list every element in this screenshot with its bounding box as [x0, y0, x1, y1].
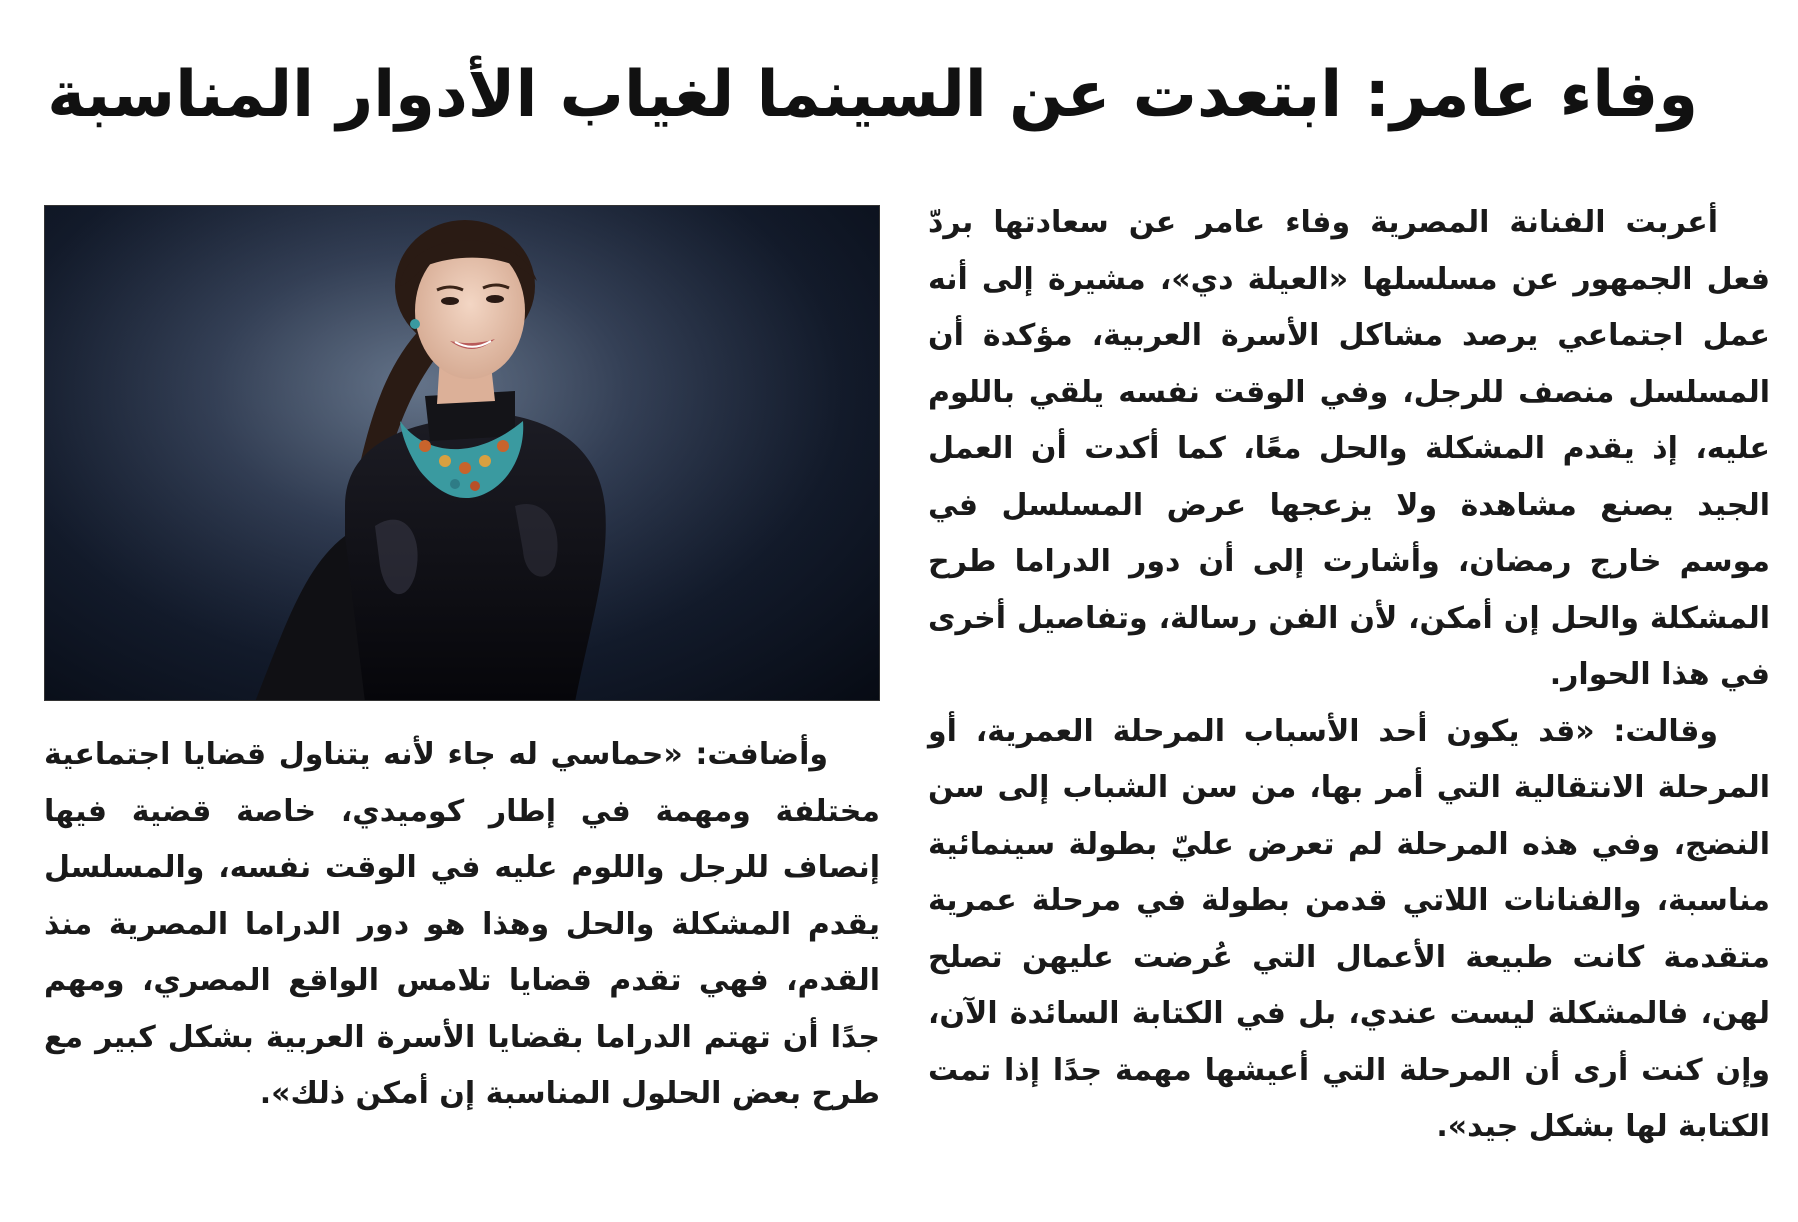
portrait-photo	[44, 205, 880, 701]
article-paragraph: وأضافت: «حماسي له جاء لأنه يتناول قضايا اجتماعية مختلفة ومهمة في إطار كوميدي، خاصة قضية فيها إنصاف للرجل واللوم عليه في الوقت نفسه، والمسلسل يقدم المشكلة والحل وهذا هو دور الدراما المصرية منذ القدم، فهي تقدم قضايا تلامس الواقع المصري، ومهم جدًا أن تهتم الدراما بقضايا الأسرة العربية بشكل كبير مع طرح بعض الحلول المناسبة إن أمكن ذلك».	[44, 737, 880, 1111]
article-paragraph: وقالت: «قد يكون أحد الأسباب المرحلة العمرية، أو المرحلة الانتقالية التي أمر بها، من سن الشباب إلى سن النضج، وفي هذه المرحلة لم تعرض عليّ بطولة سينمائية مناسبة، والفنانات اللاتي قدمن بطولة في مرحلة عمرية متقدمة كانت طبيعة الأعمال التي عُرضت عليهن تصلح لهن، فالمشكلة ليست عندي، بل في الكتابة السائدة الآن، وإن كنت أرى أن المرحلة التي أعيشها مهمة جدًا إذا تمت الكتابة لها بشكل جيد».	[928, 713, 1770, 1144]
article-paragraph: أعربت الفنانة المصرية وفاء عامر عن سعادتها بردّ فعل الجمهور عن مسلسلها «العيلة دي»، مشيرة إلى أنه عمل اجتماعي يرصد مشاكل الأسرة العربية، مؤكدة أن المسلسل منصف للرجل، وفي الوقت نفسه يلقي باللوم عليه، إذ يقدم المشكلة والحل معًا، كما أكدت أن العمل الجيد يصنع مشاهدة ولا يزعجها عرض المسلسل في موسم خارج رمضان، وأشارت إلى أن دور الدراما طرح المشكلة والحل إن أمكن، لأن الفن رسالة، وتفاصيل أخرى في هذا الحوار.	[928, 205, 1770, 692]
article-column-left	[44, 727, 880, 1123]
article-headline: وفاء عامر: ابتعدت عن السينما لغياب الأدوار المناسبة	[47, 58, 1698, 132]
portrait-illustration	[45, 206, 880, 701]
article-column-right	[928, 195, 1770, 1156]
